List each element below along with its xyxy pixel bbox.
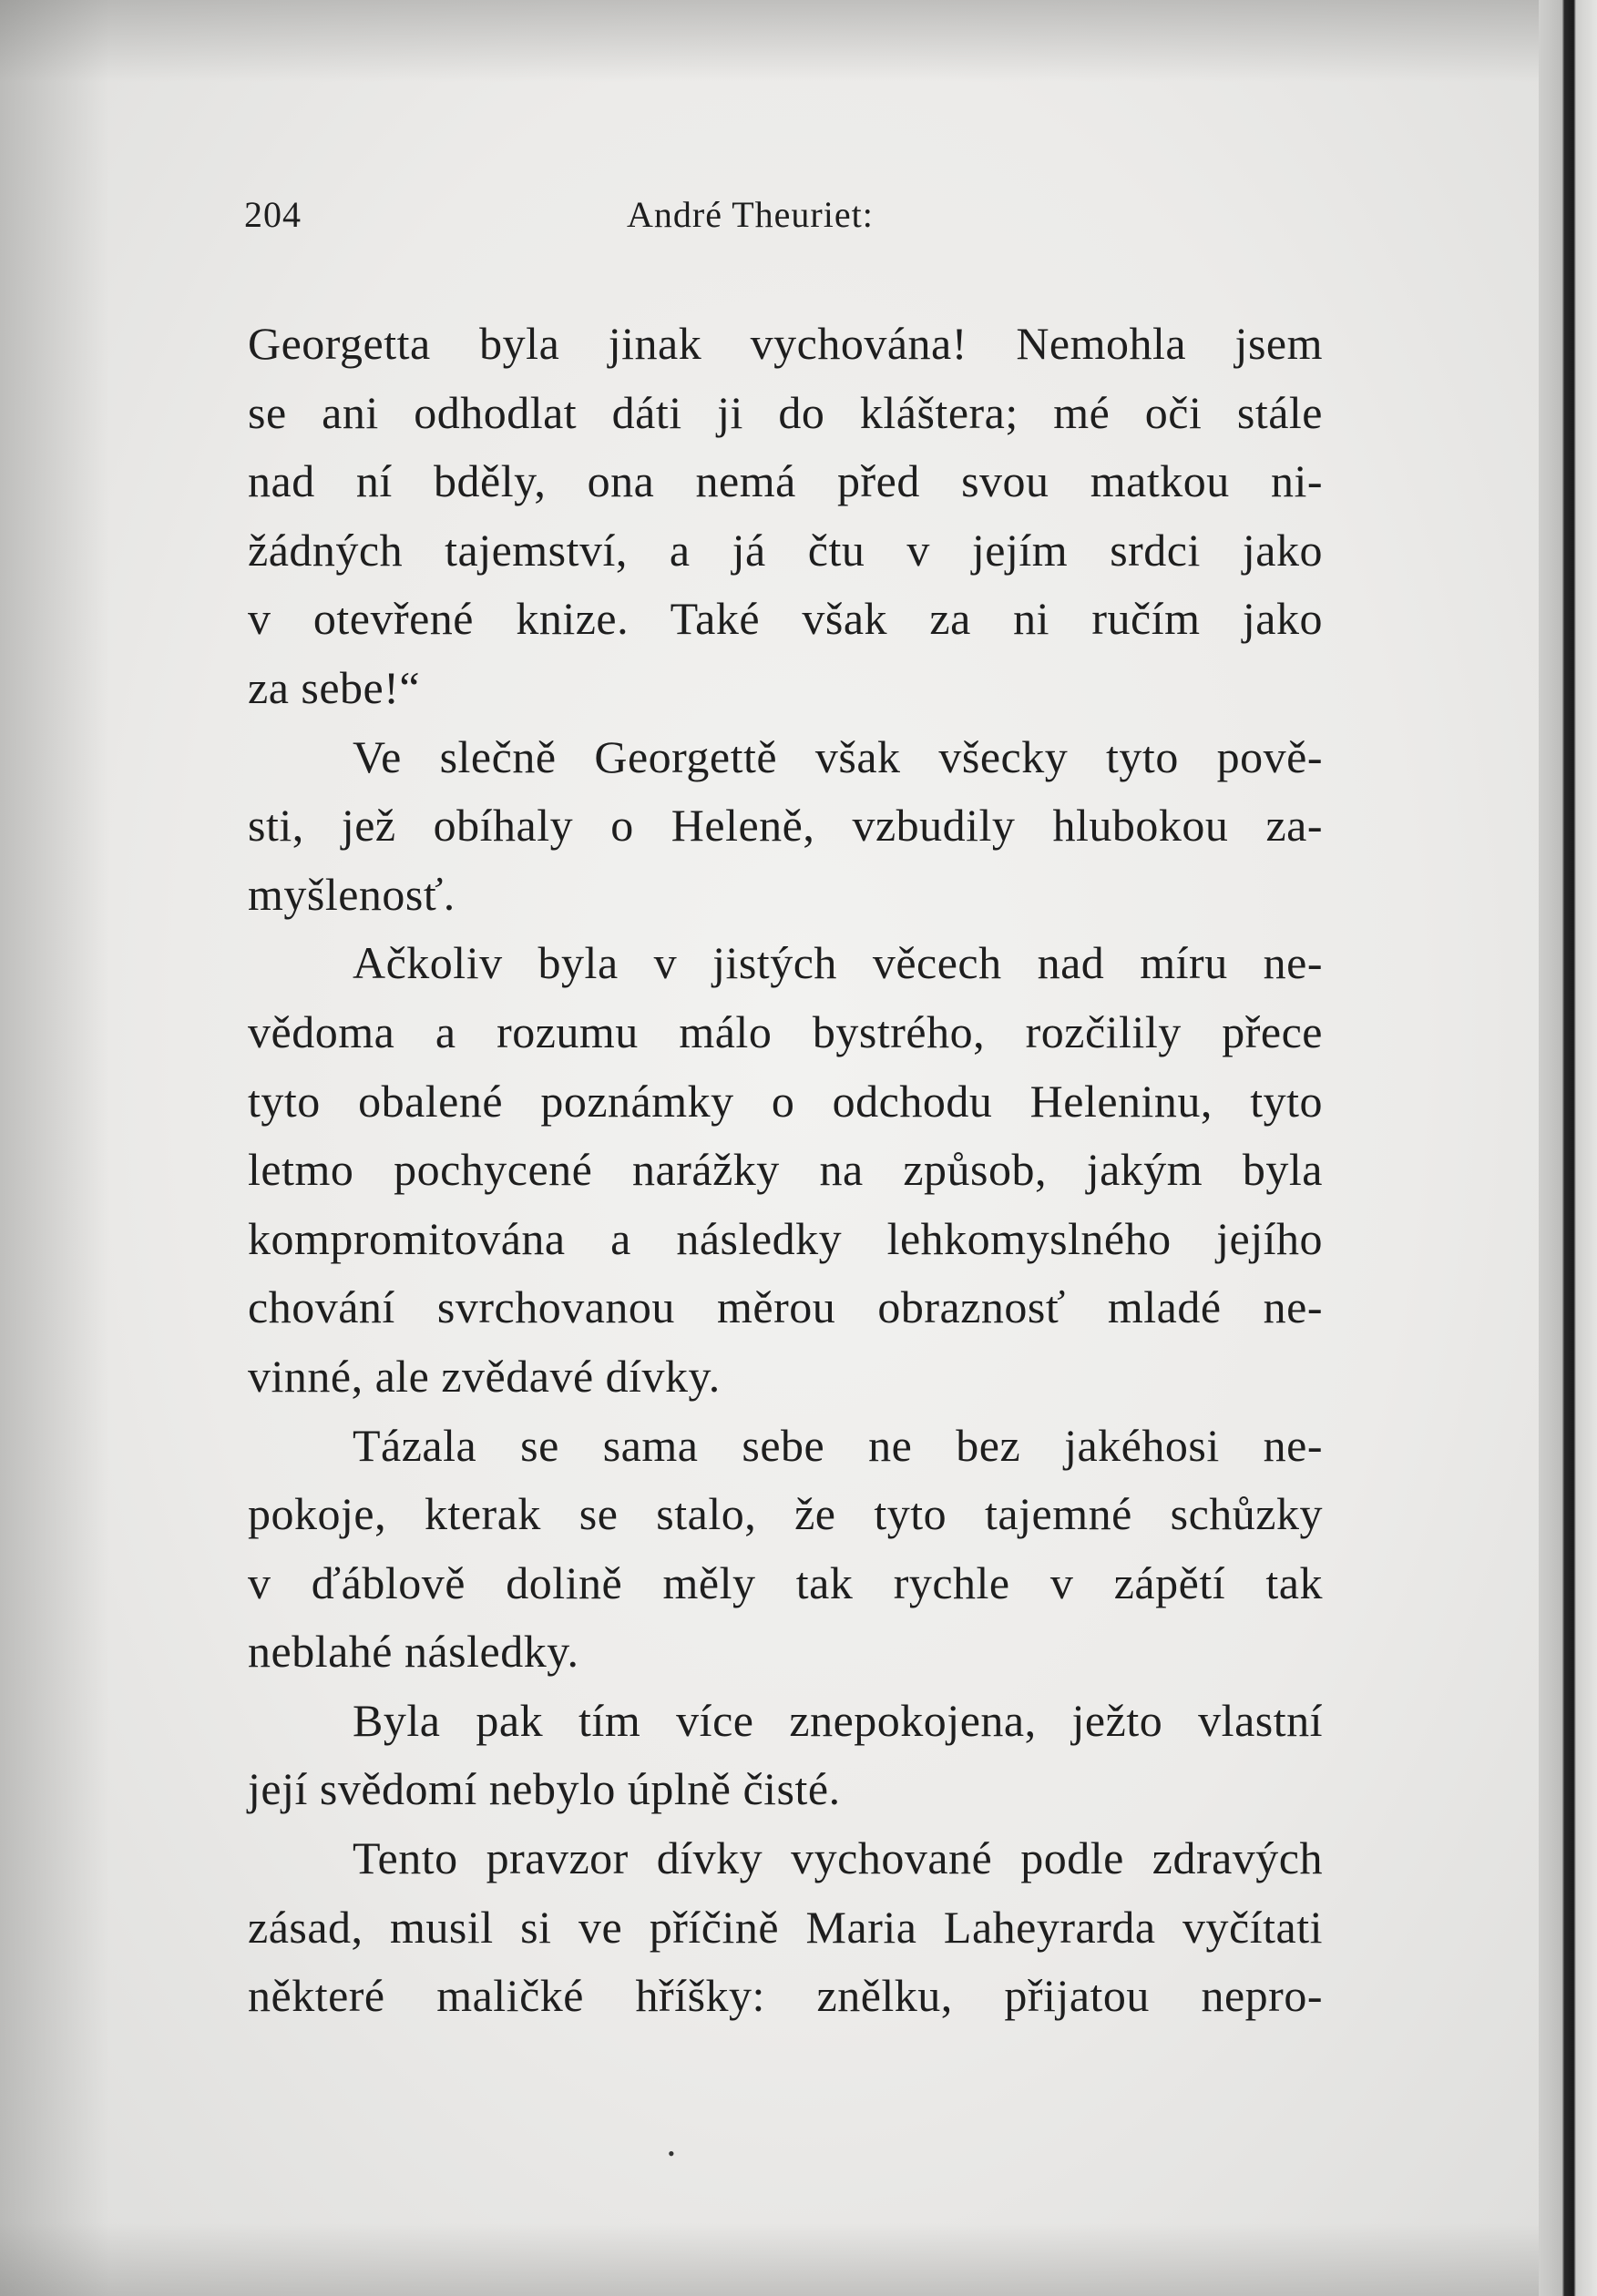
text-line: tyto obalené poznámky o odchodu Heleninu, tyto (248, 1075, 1323, 1127)
top-edge-shadow (0, 0, 1597, 82)
text-line: sti, jež obíhaly o Heleně, vzbudily hlubokou za- (248, 800, 1323, 852)
text-line: letmo pochycené narážky na způsob, jakým byla (248, 1144, 1323, 1196)
page-header (244, 193, 1365, 248)
text-line: pokoje, kterak se stalo, že tyto tajemné schůzky (248, 1488, 1323, 1540)
text-line: žádných tajemství, a já čtu v jejím srdci jako (248, 524, 1323, 576)
text-line: kompromitována a následky lehkomyslného jejího (248, 1212, 1323, 1264)
body-text (248, 310, 1323, 2031)
left-edge-shadow (0, 0, 109, 2296)
text-line: neblahé následky. (248, 1626, 579, 1678)
bottom-edge-shadow (0, 2223, 1597, 2296)
text-line: vinné, ale zvědavé dívky. (248, 1350, 721, 1402)
text-line: zásad, musil si ve příčině Maria Laheyrarda vyčítati (248, 1901, 1323, 1953)
page-number: 204 (244, 194, 302, 235)
text-line: chování svrchovanou měrou obraznosť mladé ne- (248, 1281, 1323, 1333)
running-head: André Theuriet: (627, 194, 874, 235)
text-line: Tento pravzor dívky vychované podle zdravých (353, 1832, 1323, 1884)
text-line: se ani odhodlat dáti ji do kláštera; mé oči stále (248, 386, 1323, 438)
text-line: za sebe!“ (248, 661, 421, 713)
text-line: Byla pak tím více znepokojena, ježto vlastní (353, 1694, 1323, 1746)
text-line: některé maličké hříšky: znělku, přijatou nepro- (248, 1970, 1323, 2022)
text-line: Ve slečně Georgettě však všecky tyto pově- (353, 730, 1323, 782)
text-line: nad ní bděly, ona nemá před svou matkou ni- (248, 455, 1323, 507)
text-line: myšlenosť. (248, 868, 456, 920)
text-line: Georgetta byla jinak vychována! Nemohla jsem (248, 318, 1323, 369)
book-spine-edge (1539, 0, 1597, 2296)
text-line: vědoma a rozumu málo bystrého, rozčilily přece (248, 1005, 1323, 1057)
text-line: Tázala se sama sebe ne bez jakéhosi ne- (353, 1419, 1323, 1471)
text-line: v ďáblově dolině měly tak rychle v zápětí tak (248, 1556, 1323, 1608)
footer-mark: • (668, 2142, 675, 2165)
text-line: v otevřené knize. Také však za ni ručím jako (248, 593, 1323, 645)
text-line: Ačkoliv byla v jistých věcech nad míru ne- (353, 937, 1323, 989)
text-line: její svědomí nebylo úplně čisté. (248, 1763, 841, 1815)
